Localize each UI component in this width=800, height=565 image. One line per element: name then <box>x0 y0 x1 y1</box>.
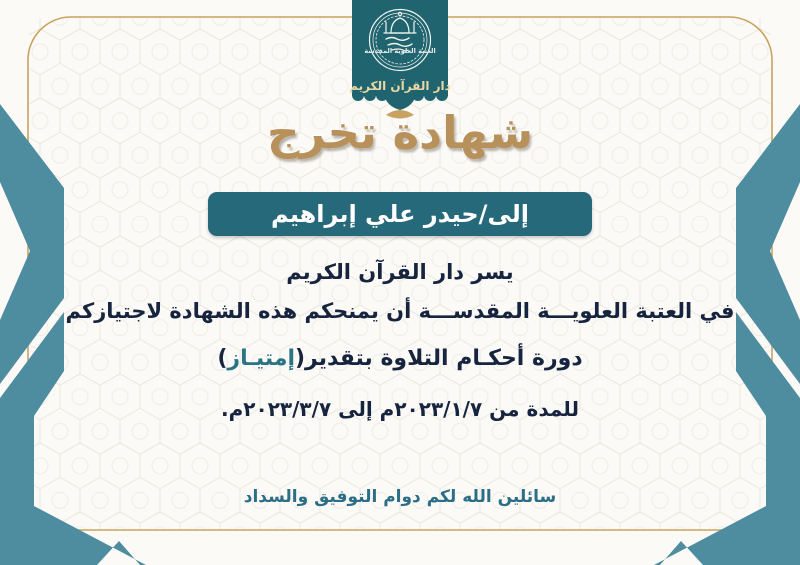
course-text-close: ) <box>217 346 228 371</box>
recipient-banner <box>208 192 592 236</box>
body-line-2: في العتبة العلويـــة المقدســـة أن يمنحكم هذه الشهادة لاجتيازكم <box>65 299 735 323</box>
body-line-4: للمدة من ٢٠٢٣/١/٧م إلى ٢٠٢٣/٣/٧م. <box>221 397 579 421</box>
org-label: دار القرآن الكريم <box>349 79 451 93</box>
certificate-title: شهادة تخرج <box>267 106 533 159</box>
course-text: دورة أحكـام التلاوة بتقدير( <box>295 346 583 371</box>
closing-line: سائلين الله لكم دوام التوفيق والسداد <box>243 487 557 507</box>
shrine-label: العتبة العلوية المقدسة <box>364 47 436 55</box>
body-line-3 <box>0 346 800 371</box>
body-line-1: يسر دار القرآن الكريم <box>286 260 514 284</box>
grade-highlight: إمتيـاز <box>227 346 295 371</box>
recipient-name: إلى/حيدر علي إبراهيم <box>271 200 529 228</box>
